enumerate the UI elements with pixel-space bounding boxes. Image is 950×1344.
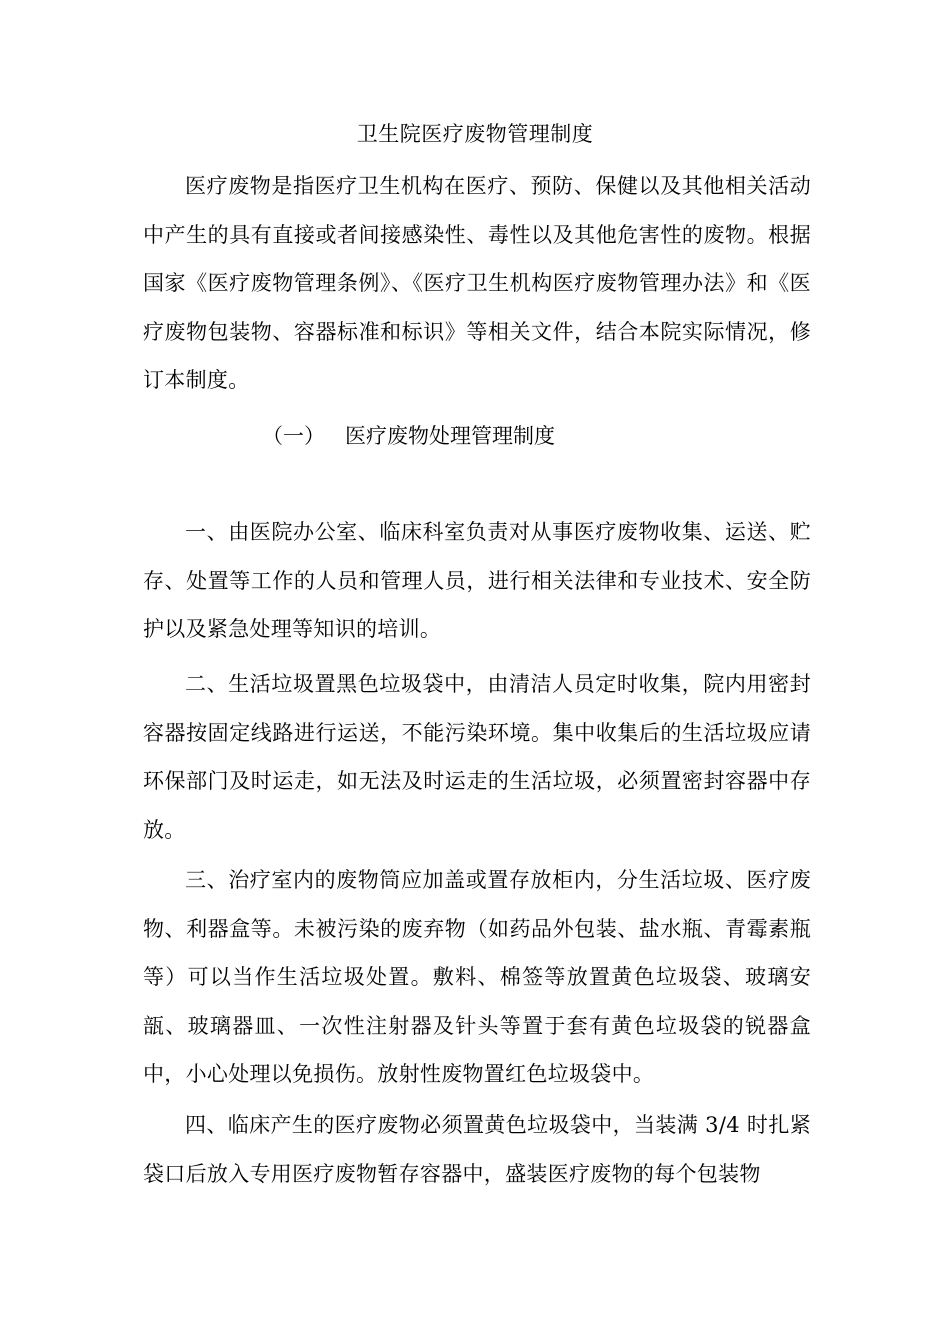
section-heading: （一） 医疗废物处理管理制度 [262, 424, 556, 448]
document-title: 卫生院医疗废物管理制度 [356, 122, 594, 146]
paragraph-1: 一、由医院办公室、临床科室负责对从事医疗废物收集、运送、贮存、处置等工作的人员和管理人员，进行相关法律和专业技术、安全防护以及紧急处理等知识的培训。 [143, 520, 811, 641]
intro-paragraph: 医疗废物是指医疗卫生机构在医疗、预防、保健以及其他相关活动中产生的具有直接或者间接感染性、毒性以及其他危害性的废物。根据国家《医疗废物管理条例》、《医疗卫生机构医疗废物管理办法》和《医疗废物包装物、容器标准和标识》等相关文件，结合本院实际情况，修订本制度。 [143, 174, 811, 392]
paragraph-3: 三、治疗室内的废物筒应加盖或置存放柜内，分生活垃圾、医疗废物、利器盒等。未被污染的废弃物（如药品外包装、盐水瓶、青霉素瓶等）可以当作生活垃圾处置。敷料、棉签等放置黄色垃圾袋、玻璃安瓿、玻璃器皿、一次性注射器及针头等置于套有黄色垃圾袋的锐器盒中，小心处理以免损伤。放射性废物置红色垃圾袋中。 [143, 868, 811, 1086]
paragraph-2: 二、生活垃圾置黑色垃圾袋中，由清洁人员定时收集，院内用密封容器按固定线路进行运送，不能污染环境。集中收集后的生活垃圾应请环保部门及时运走，如无法及时运走的生活垃圾，必须置密封容器中存放。 [143, 672, 811, 842]
paragraph-4: 四、临床产生的医疗废物必须置黄色垃圾袋中，当装满 3/4 时扎紧袋口后放入专用医疗废物暂存容器中，盛装医疗废物的每个包装物 [143, 1113, 811, 1186]
